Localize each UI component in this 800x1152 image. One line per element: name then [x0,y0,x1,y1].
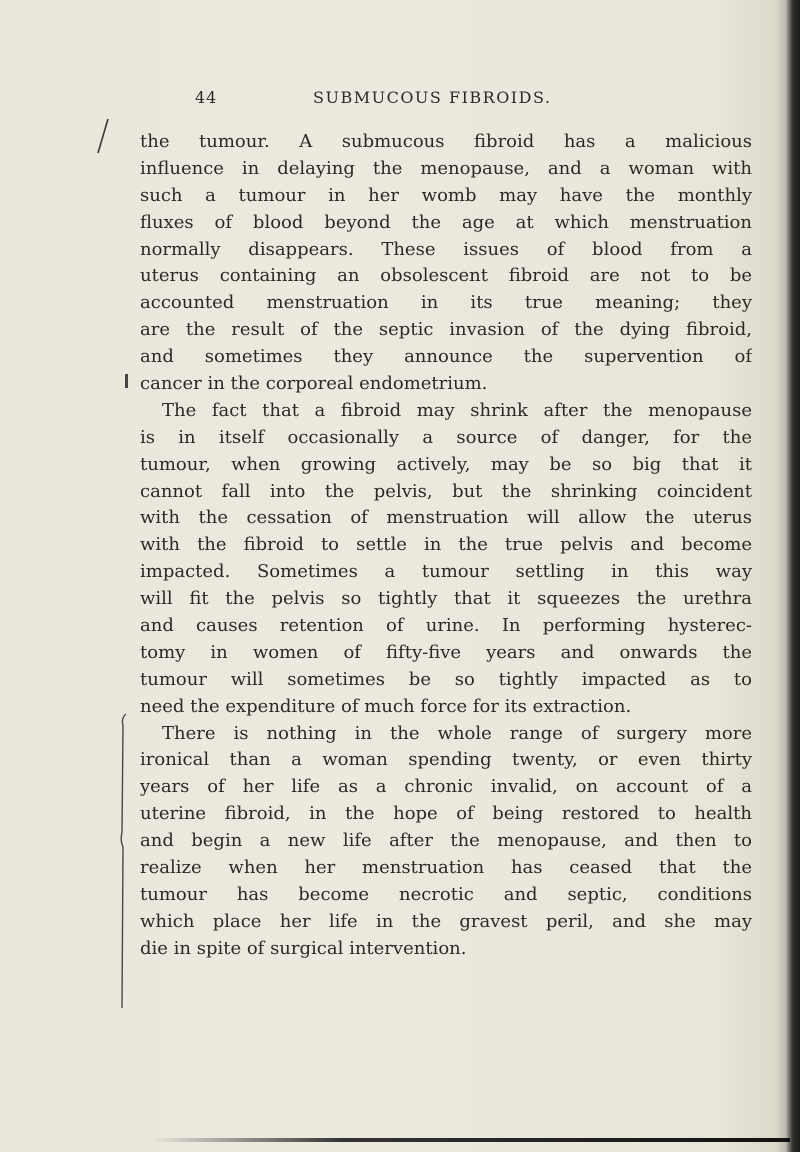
page-bottom-shadow [150,1138,790,1142]
text-line: die in spite of surgical intervention. [140,937,467,959]
text-line: uterus containing an obsolescent fibroid are not to be [140,265,752,287]
text-line: tumour will sometimes be so tightly impacted as to [140,668,752,690]
running-title: SUBMUCOUS FIBROIDS. [313,88,552,107]
text-line: There is nothing in the whole range of surgery more [162,722,752,744]
text-line: with the cessation of menstruation will allow the uterus [140,507,752,529]
text-line: years of her life as a chronic invalid, on account of a [140,776,752,798]
page-binding-edge [776,0,800,1152]
margin-slash-mark [96,118,110,154]
margin-bracket-mark [118,712,128,1012]
text-line: and causes retention of urine. In performing hysterec- [140,615,752,637]
text-line: with the fibroid to settle in the true pelvis and become [140,534,752,556]
text-line: tomy in women of fifty-five years and onwards the [140,641,752,663]
text-line: tumour, when growing actively, may be so big that it [140,453,752,475]
text-line: ironical than a woman spending twenty, or even thirty [140,749,752,771]
text-line: The fact that a fibroid may shrink after the menopause [162,399,752,421]
page-number: 44 [195,88,218,107]
running-head [195,88,555,112]
text-line: cancer in the corporeal endometrium. [140,373,488,395]
margin-tick-mark [125,374,128,388]
text-line: realize when her menstruation has ceased that the [140,857,752,879]
text-line: which place her life in the gravest peril, and she may [140,910,752,932]
text-line: fluxes of blood beyond the age at which menstruation [140,211,752,233]
text-line: the tumour. A submucous fibroid has a malicious [140,131,752,152]
text-line: and begin a new life after the menopause, and then to [140,830,752,852]
text-line: normally disappears. These issues of blood from a [140,238,752,260]
text-line: tumour has become necrotic and septic, conditions [140,883,752,905]
text-line: influence in delaying the menopause, and a woman with [140,157,752,179]
text-line: need the expenditure of much force for its extraction. [140,695,632,717]
text-line: accounted menstruation in its true meaning; they [140,292,752,314]
body-text [140,129,752,963]
text-line: will fit the pelvis so tightly that it squeezes the urethra [140,588,752,610]
text-line: are the result of the septic invasion of the dying fibroid, [140,319,752,341]
text-line: is in itself occasionally a source of danger, for the [140,426,752,448]
text-line: uterine fibroid, in the hope of being restored to health [140,803,752,825]
text-line: cannot fall into the pelvis, but the shrinking coincident [140,480,752,502]
text-line: such a tumour in her womb may have the monthly [140,184,752,206]
text-line: and sometimes they announce the supervention of [140,346,752,368]
text-line: impacted. Sometimes a tumour settling in this way [140,561,752,583]
